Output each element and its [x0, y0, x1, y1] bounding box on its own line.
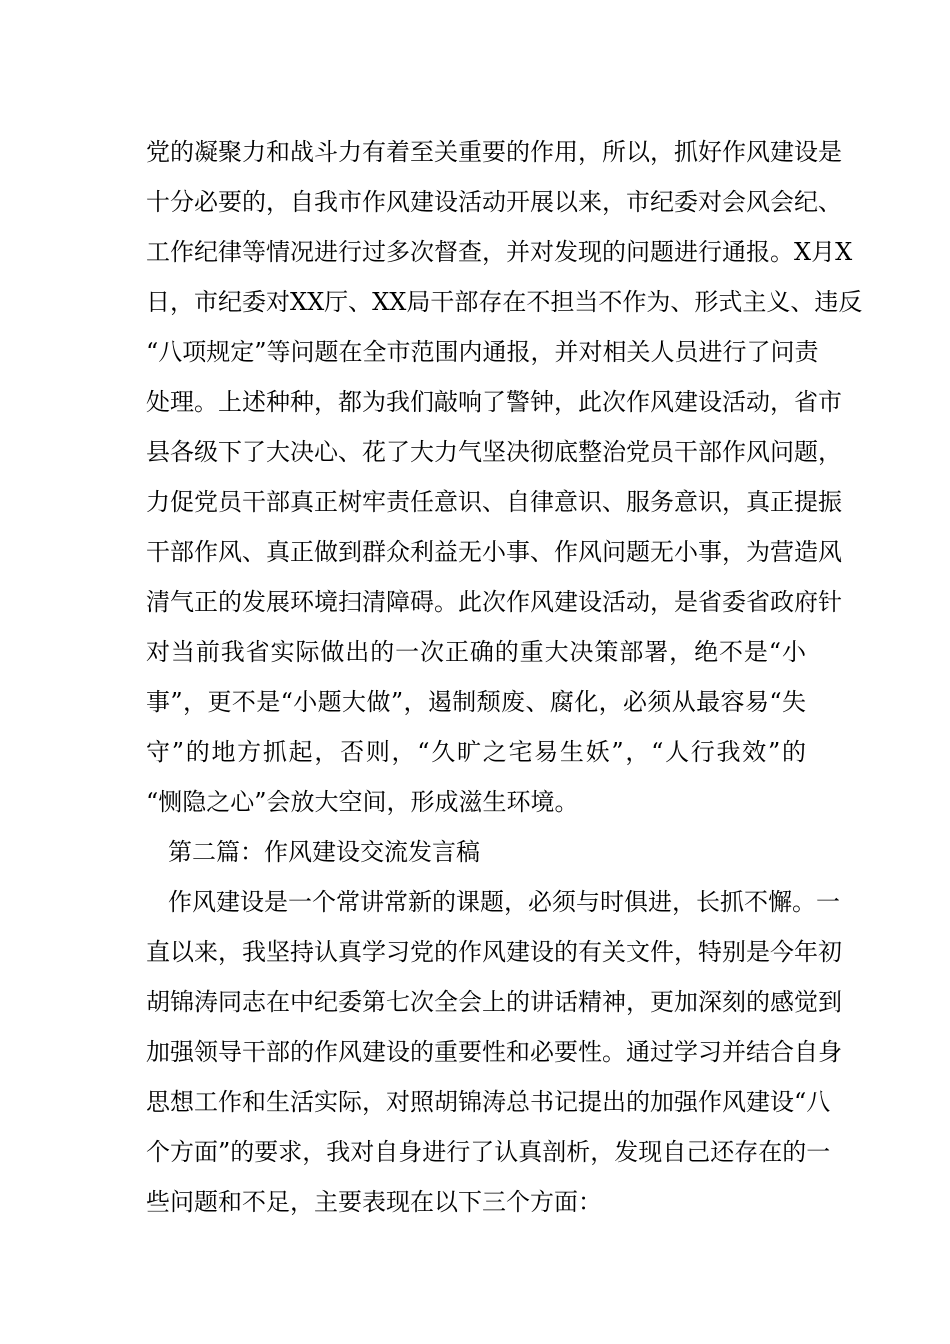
section-heading: 第二篇：作风建设交流发言稿 — [168, 838, 480, 866]
text-line: “恻隐之心”会放大空间，形成滋生环境。 — [146, 788, 579, 816]
text-line: 对当前我省实际做出的一次正确的重大决策部署，绝不是“小 — [146, 638, 806, 666]
text-line: 思想工作和生活实际，对照胡锦涛总书记提出的加强作风建设“八 — [146, 1088, 831, 1116]
text-line: 力促党员干部真正树牢责任意识、自律意识、服务意识，真正提振 — [146, 488, 842, 516]
text-line: 些问题和不足，主要表现在以下三个方面： — [146, 1188, 602, 1216]
text-line: 工作纪律等情况进行过多次督查，并对发现的问题进行通报。X月X — [146, 238, 853, 266]
text-line: 直以来，我坚持认真学习党的作风建设的有关文件，特别是今年初 — [146, 938, 842, 966]
text-line: “八项规定”等问题在全市范围内通报，并对相关人员进行了问责 — [146, 338, 819, 366]
text-line: 个方面”的要求，我对自身进行了认真剖析，发现自己还存在的一 — [146, 1138, 831, 1166]
paragraph-intro — [146, 883, 842, 1233]
text-line: 胡锦涛同志在中纪委第七次全会上的讲话精神，更加深刻的感觉到 — [146, 988, 842, 1016]
text-line: 加强领导干部的作风建设的重要性和必要性。通过学习并结合自身 — [146, 1038, 842, 1066]
text-line: 十分必要的，自我市作风建设活动开展以来，市纪委对会风会纪、 — [146, 188, 842, 216]
text-line: 日，市纪委对XX厅、XX局干部存在不担当不作为、形式主义、违反 — [146, 288, 863, 316]
document-body — [146, 133, 863, 1233]
paragraph-continued — [146, 133, 863, 833]
text-line: 守”的地方抓起，否则，“久旷之宅易生妖”，“人行我效”的 — [146, 738, 806, 766]
text-line: 作风建设是一个常讲常新的课题，必须与时俱进，长抓不懈。一 — [168, 888, 840, 916]
text-line: 事”，更不是“小题大做”，遏制颓废、腐化，必须从最容易“失 — [146, 688, 806, 716]
text-line: 清气正的发展环境扫清障碍。此次作风建设活动，是省委省政府针 — [146, 588, 842, 616]
text-line: 处理。上述种种，都为我们敲响了警钟，此次作风建设活动，省市 — [146, 388, 842, 416]
text-line: 县各级下了大决心、花了大力气坚决彻底整治党员干部作风问题， — [146, 438, 842, 466]
text-line: 党的凝聚力和战斗力有着至关重要的作用，所以，抓好作风建设是 — [146, 138, 842, 166]
text-line: 干部作风、真正做到群众利益无小事、作风问题无小事，为营造风 — [146, 538, 842, 566]
